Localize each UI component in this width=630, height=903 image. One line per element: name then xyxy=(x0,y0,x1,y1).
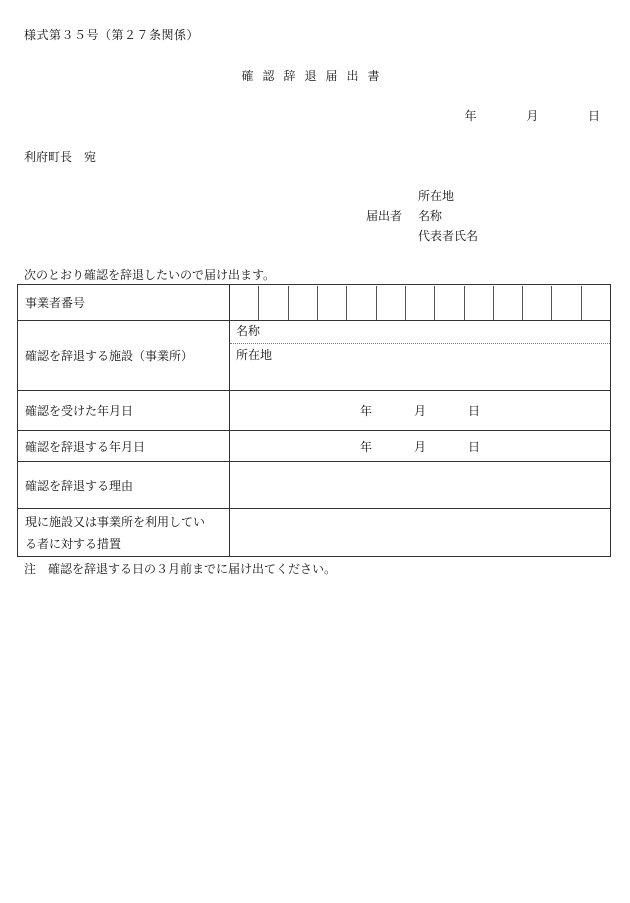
notifier-label: 届出者 xyxy=(366,209,403,223)
notifier-name-label: 名称 xyxy=(418,209,443,223)
facility-address-label: 所在地 xyxy=(236,348,273,362)
operator-number-row xyxy=(18,285,611,321)
notifier-representative-label: 代表者氏名 xyxy=(418,229,479,243)
confirm-date-row xyxy=(18,391,611,431)
operator-number-digit-box[interactable] xyxy=(434,286,463,320)
submission-date xyxy=(465,107,600,124)
measures-label-line2: る者に対する措置 xyxy=(25,536,122,551)
facility-address-field[interactable] xyxy=(230,344,610,390)
measures-field[interactable] xyxy=(230,509,611,557)
intro-text: 次のとおり確認を辞退したいので届け出ます。 xyxy=(24,268,276,282)
withdraw-date-label: 確認を辞退する年月日 xyxy=(18,431,230,462)
reason-label: 確認を辞退する理由 xyxy=(18,462,230,509)
operator-number-digit-box[interactable] xyxy=(522,286,551,320)
withdrawal-table xyxy=(17,284,611,557)
operator-number-digit-box[interactable] xyxy=(464,286,493,320)
addressee: 利府町長 宛 xyxy=(24,150,97,164)
withdraw-date-row xyxy=(18,431,611,462)
measures-label xyxy=(18,509,230,557)
notifier-address-label: 所在地 xyxy=(418,189,455,203)
operator-number-digit-box[interactable] xyxy=(346,286,375,320)
notifier-block xyxy=(366,186,478,246)
measures-row xyxy=(18,509,611,557)
form-number: 様式第３５号（第２７条関係） xyxy=(24,28,200,42)
submission-year-label: 年 xyxy=(464,109,477,123)
measures-label-line1: 現に施設又は事業所を利用してい xyxy=(25,514,206,529)
facility-field xyxy=(230,321,611,391)
operator-number-digit-box[interactable] xyxy=(376,286,405,320)
confirm-date-field[interactable] xyxy=(230,391,611,431)
facility-label: 確認を辞退する施設（事業所） xyxy=(18,321,230,391)
reason-field[interactable] xyxy=(230,462,611,509)
confirm-day-label: 日 xyxy=(468,404,481,418)
operator-number-digit-box[interactable] xyxy=(581,286,610,320)
operator-number-digit-box[interactable] xyxy=(258,286,287,320)
operator-number-digit-box[interactable] xyxy=(405,286,434,320)
facility-name-label: 名称 xyxy=(236,324,261,338)
operator-number-field[interactable] xyxy=(230,285,611,321)
document-title: 確認辞退届出書 xyxy=(241,69,389,83)
withdraw-date-field[interactable] xyxy=(230,431,611,462)
reason-row xyxy=(18,462,611,509)
operator-number-label: 事業者番号 xyxy=(18,285,230,321)
confirm-year-label: 年 xyxy=(359,404,372,418)
confirm-month-label: 月 xyxy=(413,404,426,418)
withdraw-month-label: 月 xyxy=(413,439,426,454)
footnote: 注 確認を辞退する日の３月前までに届け出てください。 xyxy=(24,562,337,576)
submission-month-label: 月 xyxy=(526,109,539,123)
facility-row xyxy=(18,321,611,391)
withdraw-year-label: 年 xyxy=(359,439,372,454)
operator-number-digit-box[interactable] xyxy=(493,286,522,320)
operator-number-digit-box[interactable] xyxy=(288,286,317,320)
operator-number-digit-box[interactable] xyxy=(551,286,580,320)
operator-number-digit-box[interactable] xyxy=(317,286,346,320)
withdraw-day-label: 日 xyxy=(468,439,481,454)
operator-number-boxes xyxy=(230,286,610,320)
confirm-date-label: 確認を受けた年月日 xyxy=(18,391,230,431)
operator-number-digit-box[interactable] xyxy=(230,286,258,320)
facility-name-field[interactable] xyxy=(230,321,610,344)
submission-day-label: 日 xyxy=(587,109,600,123)
